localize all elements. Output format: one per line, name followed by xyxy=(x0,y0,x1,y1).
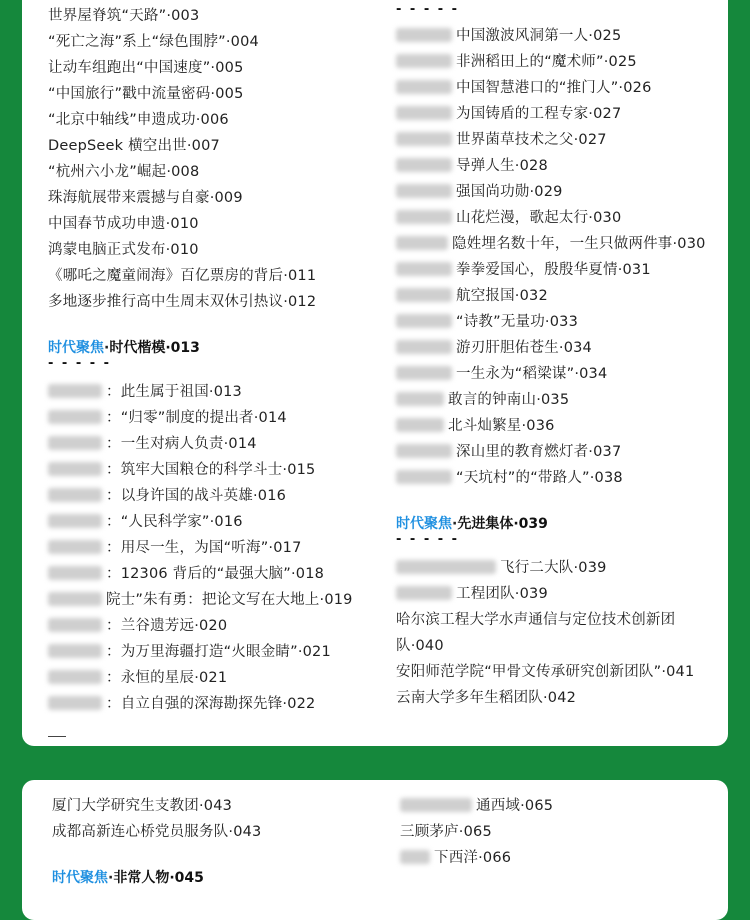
redacted-name xyxy=(396,28,452,42)
toc-entry[interactable]: “杭州六小龙”崛起·008 xyxy=(48,164,200,180)
toc-entry[interactable]: “北京中轴线”申遗成功·006 xyxy=(48,112,229,128)
section-heading-extraordinary-people xyxy=(52,868,204,888)
toc-entry[interactable]: ：一生对病人负责·014 xyxy=(48,434,257,454)
toc-entry[interactable]: 隐姓埋名数十年，一生只做两件事·030 xyxy=(396,234,706,254)
toc-entry[interactable]: ：“人民科学家”·016 xyxy=(48,512,243,532)
section-divider: - - - - - xyxy=(48,356,112,371)
toc-entry[interactable]: ：以身许国的战斗英雄·016 xyxy=(48,486,286,506)
redacted-name xyxy=(396,80,452,94)
toc-entry[interactable]: 中国智慧港口的“推门人”·026 xyxy=(396,78,652,98)
redacted-name xyxy=(48,618,102,632)
redacted-name xyxy=(396,418,444,432)
section-heading-advanced-collectives xyxy=(396,514,548,534)
toc-entry[interactable]: 通西域·065 xyxy=(400,796,553,816)
redacted-name xyxy=(396,586,452,600)
redacted-name xyxy=(396,392,444,406)
right-column xyxy=(400,780,720,900)
toc-entry[interactable]: 山花烂漫，歌起太行·030 xyxy=(396,208,621,228)
toc-entry[interactable]: 云南大学多年生稻团队·042 xyxy=(396,690,577,706)
toc-entry[interactable]: 鸿蒙电脑正式发布·010 xyxy=(48,242,199,258)
toc-entry[interactable]: “诗教”无量功·033 xyxy=(396,312,578,332)
redacted-name xyxy=(396,158,452,172)
toc-entry[interactable]: 为国铸盾的工程专家·027 xyxy=(396,104,621,124)
toc-entry[interactable]: ：“归零”制度的提出者·014 xyxy=(48,408,287,428)
toc-entry[interactable]: 三顾茅庐·065 xyxy=(400,824,492,840)
left-column xyxy=(48,0,378,740)
toc-entry[interactable]: ：为万里海疆打造“火眼金睛”·021 xyxy=(48,642,331,662)
toc-entry[interactable]: 哈尔滨工程大学水声通信与定位技术创新团 xyxy=(396,612,676,628)
redacted-name xyxy=(48,514,102,528)
toc-entry[interactable]: 深山里的教育燃灯者·037 xyxy=(396,442,621,462)
redacted-name xyxy=(48,488,102,502)
toc-entry[interactable]: 飞行二大队·039 xyxy=(396,558,607,578)
end-rule xyxy=(48,736,66,737)
redacted-name xyxy=(48,384,102,398)
redacted-name xyxy=(396,236,448,250)
toc-entry[interactable]: 北斗灿繁星·036 xyxy=(396,416,555,436)
redacted-name xyxy=(48,592,102,606)
toc-entry[interactable]: “天坑村”的“带路人”·038 xyxy=(396,468,623,488)
section-heading-time-models xyxy=(48,338,200,358)
toc-entry[interactable]: 非洲稻田上的“魔术师”·025 xyxy=(396,52,637,72)
redacted-name xyxy=(400,850,430,864)
toc-entry[interactable]: 成都高新连心桥党员服务队·043 xyxy=(52,824,262,840)
toc-entry[interactable]: “死亡之海”系上“绿色围脖”·004 xyxy=(48,34,259,50)
toc-entry[interactable]: 导弹人生·028 xyxy=(396,156,548,176)
toc-entry[interactable]: 中国春节成功申遗·010 xyxy=(48,216,199,232)
contents-card-main xyxy=(22,0,728,746)
toc-entry[interactable]: 航空报国·032 xyxy=(396,286,548,306)
toc-entry[interactable]: 拳拳爱国心，殷殷华夏情·031 xyxy=(396,260,651,280)
toc-entry[interactable]: 珠海航展带来震撼与自豪·009 xyxy=(48,190,243,206)
redacted-name xyxy=(48,566,102,580)
toc-entry[interactable]: 敢言的钟南山·035 xyxy=(396,390,569,410)
section-category: 时代聚焦 xyxy=(52,870,108,886)
toc-entry-continued[interactable]: 队·040 xyxy=(396,638,444,654)
toc-entry[interactable]: 下西洋·066 xyxy=(400,848,511,868)
redacted-name xyxy=(396,210,452,224)
redacted-name xyxy=(396,262,452,276)
toc-entry[interactable]: 让动车组跑出“中国速度”·005 xyxy=(48,60,244,76)
contents-card-secondary xyxy=(22,780,728,920)
left-column xyxy=(52,780,382,900)
section-category: 时代聚焦 xyxy=(396,516,452,532)
section-title: 时代楷模·013 xyxy=(109,340,200,356)
section-separator: · xyxy=(452,516,458,532)
toc-entry[interactable]: 游刃肝胆佑苍生·034 xyxy=(396,338,592,358)
toc-entry[interactable]: ：12306 背后的“最强大脑”·018 xyxy=(48,564,324,584)
toc-entry[interactable]: ：用尽一生，为国“听海”·017 xyxy=(48,538,302,558)
section-divider: - - - - - xyxy=(396,2,460,17)
redacted-name xyxy=(48,462,102,476)
redacted-name xyxy=(396,560,496,574)
toc-entry[interactable]: 厦门大学研究生支教团·043 xyxy=(52,798,233,814)
toc-entry[interactable]: 一生永为“稻梁谋”·034 xyxy=(396,364,607,384)
redacted-name xyxy=(48,410,102,424)
toc-entry[interactable]: ：此生属于祖国·013 xyxy=(48,382,242,402)
redacted-name xyxy=(396,366,452,380)
toc-entry[interactable]: “中国旅行”戳中流量密码·005 xyxy=(48,86,244,102)
toc-entry[interactable]: 中国激波风洞第一人·025 xyxy=(396,26,621,46)
right-column xyxy=(396,0,722,740)
redacted-name xyxy=(396,106,452,120)
redacted-name xyxy=(396,340,452,354)
redacted-name xyxy=(48,644,102,658)
toc-entry[interactable]: 强国尚功勋·029 xyxy=(396,182,563,202)
section-separator: · xyxy=(108,870,114,886)
redacted-name xyxy=(48,436,102,450)
redacted-name xyxy=(400,798,472,812)
redacted-name xyxy=(396,184,452,198)
toc-entry[interactable]: 安阳师范学院“甲骨文传承研究创新团队”·041 xyxy=(396,664,695,680)
toc-entry[interactable]: ：自立自强的深海勘探先锋·022 xyxy=(48,694,315,714)
section-title: 先进集体·039 xyxy=(457,516,548,532)
toc-entry[interactable]: 工程团队·039 xyxy=(396,584,548,604)
section-divider: - - - - - xyxy=(396,532,460,547)
redacted-name xyxy=(396,288,452,302)
section-title: 非常人物·045 xyxy=(113,870,204,886)
redacted-name xyxy=(396,470,452,484)
toc-entry[interactable]: DeepSeek 横空出世·007 xyxy=(48,138,220,154)
toc-entry[interactable]: 世界菌草技术之父·027 xyxy=(396,130,607,150)
redacted-name xyxy=(48,670,102,684)
toc-entry[interactable]: ：兰谷遗芳远·020 xyxy=(48,616,227,636)
redacted-name xyxy=(48,696,102,710)
toc-entry[interactable]: 《哪吒之魔童闹海》百亿票房的背后·011 xyxy=(48,268,317,284)
section-category: 时代聚焦 xyxy=(48,340,104,356)
toc-entry[interactable]: 院士”朱有勇：把论文写在大地上·019 xyxy=(48,590,353,610)
redacted-name xyxy=(48,540,102,554)
section-separator: · xyxy=(104,340,110,356)
toc-entry[interactable]: 多地逐步推行高中生周末双休引热议·012 xyxy=(48,294,317,310)
toc-entry[interactable]: 世界屋脊筑“天路”·003 xyxy=(48,8,200,24)
toc-entry[interactable]: ：筑牢大国粮仓的科学斗士·015 xyxy=(48,460,315,480)
toc-entry[interactable]: ：永恒的星辰·021 xyxy=(48,668,227,688)
redacted-name xyxy=(396,314,452,328)
redacted-name xyxy=(396,54,452,68)
redacted-name xyxy=(396,132,452,146)
redacted-name xyxy=(396,444,452,458)
